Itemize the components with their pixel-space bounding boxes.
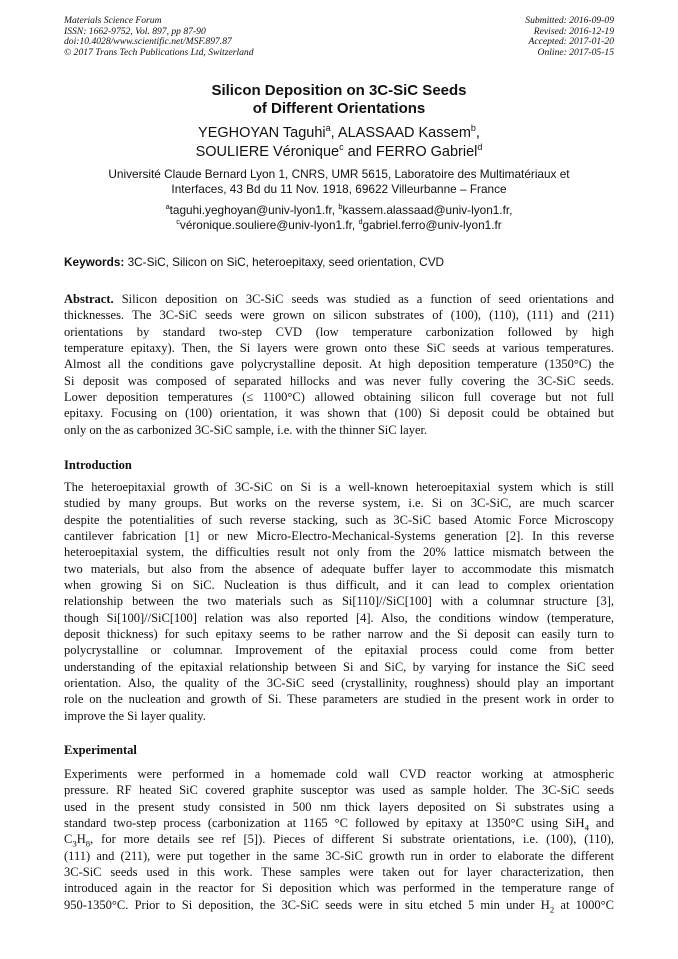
journal-issn: ISSN: 1662-9752, Vol. 897, pp 87-90 [64,25,206,37]
abstract: Abstract. Silicon deposition on 3C-SiC seeds was studied as a function of seed orientations and thicknesses. The 3C-SiC seeds were grown on silicon substrates of (100), (110), (111) and (211) orientations by standard two-step CVD (low temperature carbonization followed by high temperature epitaxy). Then, the Si layers were grown onto these SiC seeds at various temperatures. Almost all the conditions gave polycrystalline deposit. At high deposition temperature (1350°C) the Si deposit was composed of separated hillocks and was never fully covering the 3C-SiC seeds. Lower deposition temperatures (≤ 1100°C) allowed obtaining silicon full coverage but not full epitaxy. Focusing on (100) orientation, it was shown that (100) Si deposit could be obtained but only on the as carbonized 3C-SiC sample, i.e. with the thinner SiC layer. [64,292,614,437]
journal-copyright: © 2017 Trans Tech Publications Ltd, Switzerland [64,46,254,58]
paper-title [0,82,678,118]
author-affil-mark: d [477,142,483,153]
email-link[interactable]: kassem.alassaad@univ-lyon1.fr, [342,203,513,217]
affiliation: Université Claude Bernard Lyon 1, CNRS, UMR 5615, Laboratoire des Multimatériaux et Interfaces, 43 Bd du 11 Nov. 1918, 69622 Villeurbanne – France [108,167,570,196]
email-link[interactable]: gabriel.ferro@univ-lyon1.fr [362,218,502,232]
author-affil-mark: a [325,123,331,134]
email-link[interactable]: véronique.souliere@univ-lyon1.fr, [179,218,356,232]
author-name: SOULIERE Véronique [195,144,340,160]
section-heading-introduction: Introduction [64,458,132,472]
date-accepted: Accepted: 2017-01-20 [528,36,614,48]
author-affil-mark: b [470,123,476,134]
author-name: YEGHOYAN Taguhi [198,125,326,141]
section-heading-experimental: Experimental [64,743,137,757]
abstract-label: Abstract. [64,292,114,306]
author-emails: $^a$taguhi.yeghoyan@univ-lyon1.fr, $^b$kassem.alassaad@univ-lyon1.fr, $^c$véronique.souliere@univ-lyon1.fr, $^d$gabriel.ferro@univ-lyon1.fr [165,202,513,232]
author-line: SOULIERE Véronique$^c$ and FERRO Gabriel$^d$ [195,142,483,160]
journal-header-right [525,16,614,58]
title-line: Silicon Deposition on 3C-SiC Seeds [211,82,467,99]
date-revised: Revised: 2016-12-19 [533,25,614,37]
journal-name: Materials Science Forum [64,15,162,26]
date-submitted: Submitted: 2016-09-09 [525,15,614,26]
author-line: YEGHOYAN Taguhi$^a$, ALASSAAD Kassem$^b$, [198,123,480,141]
author-name: FERRO Gabriel [375,144,478,160]
title-line: of Different Orientations [252,100,426,117]
author-affil-mark: c [339,142,344,153]
keywords-text: 3C-SiC, Silicon on SiC, heteroepitaxy, seed orientation, CVD [127,255,445,269]
experimental-paragraph: Experiments were performed in a homemade cold wall CVD reactor working at atmospheric pressure. RF heated SiC covered graphite susceptor was used as sample holder. The 3C-SiC seeds used in the present study consisted in 500 nm thick layers deposited on Si substrates using a standard two-step process (carbonization at 1165 °C followed by epitaxy at 1350°C using SiH$_4$ and $C_3H_8$, for more details see ref [5]). Pieces of different Si substrate orientations, i.e. (100), (110), (111) and (211), were put together in the same 3C-SiC growth run in order to elaborate the different 3C-SiC seeds used in this work. These samples were taken out for layer characterization, then introduced again in the reactor for Si deposition which was performed in the temperature range of 950-1350°C. Prior to Si deposition, the 3C-SiC seeds were in situ etched 5 min under $H_2$ at 1000°C [64,767,614,915]
date-online: Online: 2017-05-15 [537,46,614,58]
author-name: ALASSAAD Kassem [337,125,471,141]
email-link[interactable]: taguhi.yeghoyan@univ-lyon1.fr, [169,203,336,217]
introduction-paragraph: The heteroepitaxial growth of 3C-SiC on Si is a well-known heteroepitaxial system which is still studied by many groups. But works on the reverse system, i.e. Si on 3C-SiC, are much scarcer despite the potentialities of such reverse stacking, such as 3C-SiC based Atomic Force Microscopy cantilever fabrication [1] or new Micro-Electro-Mechanical-Systems generation [2]. In this reverse heteroepitaxial system, the difficulties result not only from the 20% lattice mismatch between the two materials, but also from the absence of adequate buffer layer to accommodate this mismatch when growing Si on SiC. Nucleation is thus difficult, and it can lead to complex orientation relationship between the two materials such as Si[110]//SiC[100] with a columnar structure [3], though Si[100]//SiC[100] relation was also reported [4]. Also, the conditions window (temperature, deposit thickness) for such epitaxy seems to be rather narrow and the Si deposit can easily turn to polycrystalline or columnar. Improvement of the epitaxial process could come from better understanding of the epitaxial relationship between Si and SiC, by varying for instance the SiC seed orientation. Also, the quality of the 3C-SiC seed (crystallinity, roughness) should play an important role on the nucleation and growth of Si. These parameters are studied in the present work in order to improve the Si layer quality. [64,480,614,723]
journal-header-left [64,16,254,58]
keywords [64,255,614,270]
author-list [0,124,678,162]
journal-doi: doi:10.4028/www.scientific.net/MSF.897.87 [64,36,232,48]
keywords-label: Keywords: [64,255,125,269]
